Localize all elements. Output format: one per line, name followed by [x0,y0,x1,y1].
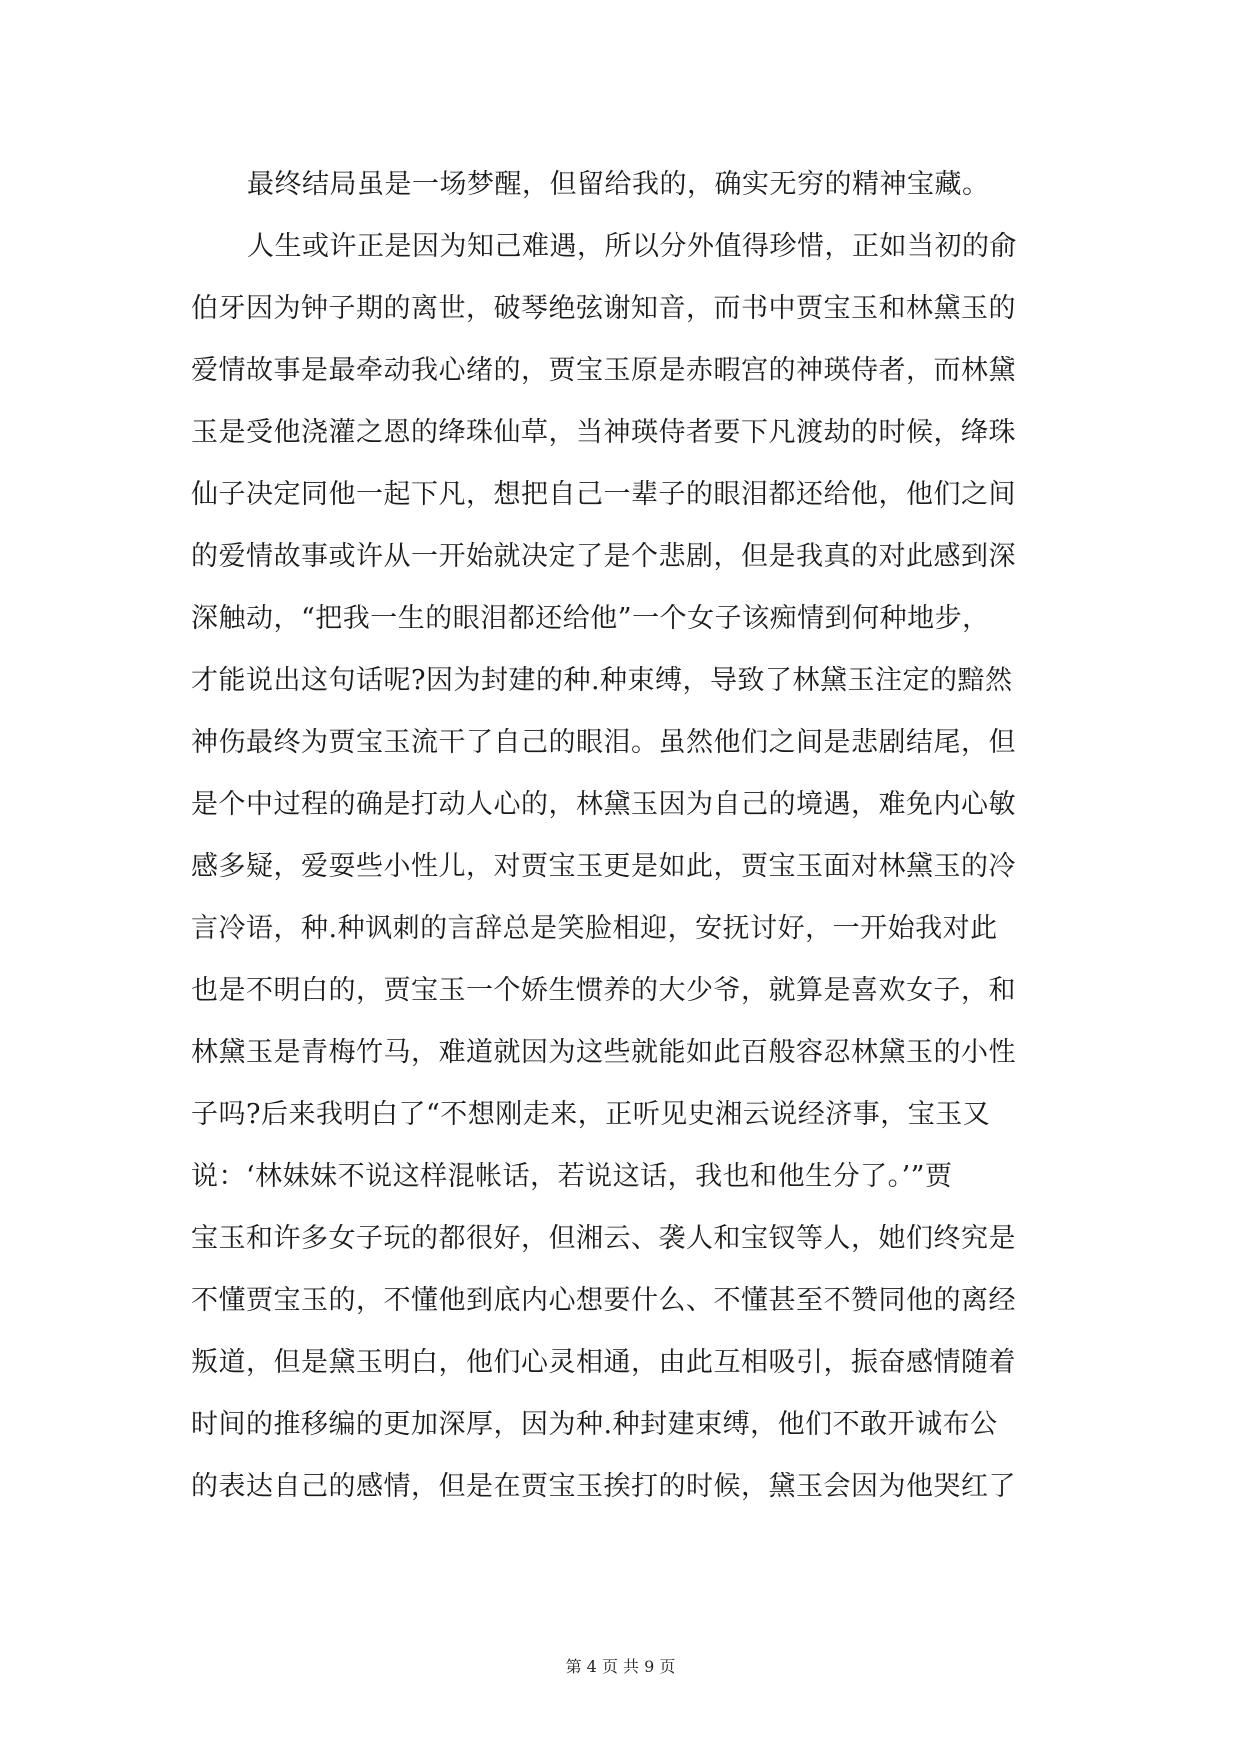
paragraph-line: 也是不明白的，贾宝玉一个娇生惯养的大少爷，就算是喜欢女子，和 [191,975,1016,1006]
page-number-footer: 第 4 页 共 9 页 [565,1657,676,1676]
paragraph-line: 言冷语，种.种讽刺的言辞总是笑脸相迎，安抚讨好，一开始我对此 [191,913,998,944]
paragraph-line: 神伤最终为贾宝玉流干了自己的眼泪。虽然他们之间是悲剧结尾，但 [191,727,1016,758]
paragraph-line: 叛道，但是黛玉明白，他们心灵相通，由此互相吸引，振奋感情随着 [191,1347,1016,1378]
paragraph-line: 的爱情故事或许从一开始就决定了是个悲剧，但是我真的对此感到深 [191,541,1016,572]
paragraph-line: 爱情故事是最牵动我心绪的，贾宝玉原是赤暇宫的神瑛侍者，而林黛 [191,355,1016,386]
paragraph-line: 说：‘林妹妹不说这样混帐话，若说这话，我也和他生分了。’”贾 [191,1161,953,1192]
paragraph-line: 人生或许正是因为知己难遇，所以分外值得珍惜，正如当初的俞 [247,231,1017,262]
paragraph-line: 子吗?后来我明白了“不想刚走来，正听见史湘云说经济事，宝玉又 [191,1099,991,1130]
paragraph-line: 深触动，“把我一生的眼泪都还给他”一个女子该痴情到何种地步， [191,603,990,634]
body-text [191,154,1051,1518]
paragraph-line: 伯牙因为钟子期的离世，破琴绝弦谢知音，而书中贾宝玉和林黛玉的 [191,293,1016,324]
paragraph-line: 是个中过程的确是打动人心的，林黛玉因为自己的境遇，难免内心敏 [191,789,1016,820]
paragraph-line: 林黛玉是青梅竹马，难道就因为这些就能如此百般容忍林黛玉的小性 [191,1037,1016,1068]
paragraph-line: 才能说出这句话呢?因为封建的种.种束缚，导致了林黛玉注定的黯然 [191,665,1013,696]
paragraph-line: 仙子决定同他一起下凡，想把自己一辈子的眼泪都还给他，他们之间 [191,479,1016,510]
paragraph-line: 不懂贾宝玉的，不懂他到底内心想要什么、不懂甚至不赞同他的离经 [191,1285,1016,1316]
paragraph-line: 时间的推移编的更加深厚，因为种.种封建束缚，他们不敢开诚布公 [191,1409,998,1440]
paragraph-line: 的表达自己的感情，但是在贾宝玉挨打的时候，黛玉会因为他哭红了 [191,1471,1016,1502]
paragraph-line: 玉是受他浇灌之恩的绛珠仙草，当神瑛侍者要下凡渡劫的时候，绛珠 [191,417,1016,448]
paragraph-line: 宝玉和许多女子玩的都很好，但湘云、袭人和宝钗等人，她们终究是 [191,1223,1016,1254]
paragraph-line: 感多疑，爱耍些小性儿，对贾宝玉更是如此，贾宝玉面对林黛玉的冷 [191,851,1016,882]
paragraph-line: 最终结局虽是一场梦醒，但留给我的，确实无穷的精神宝藏。 [247,169,990,200]
